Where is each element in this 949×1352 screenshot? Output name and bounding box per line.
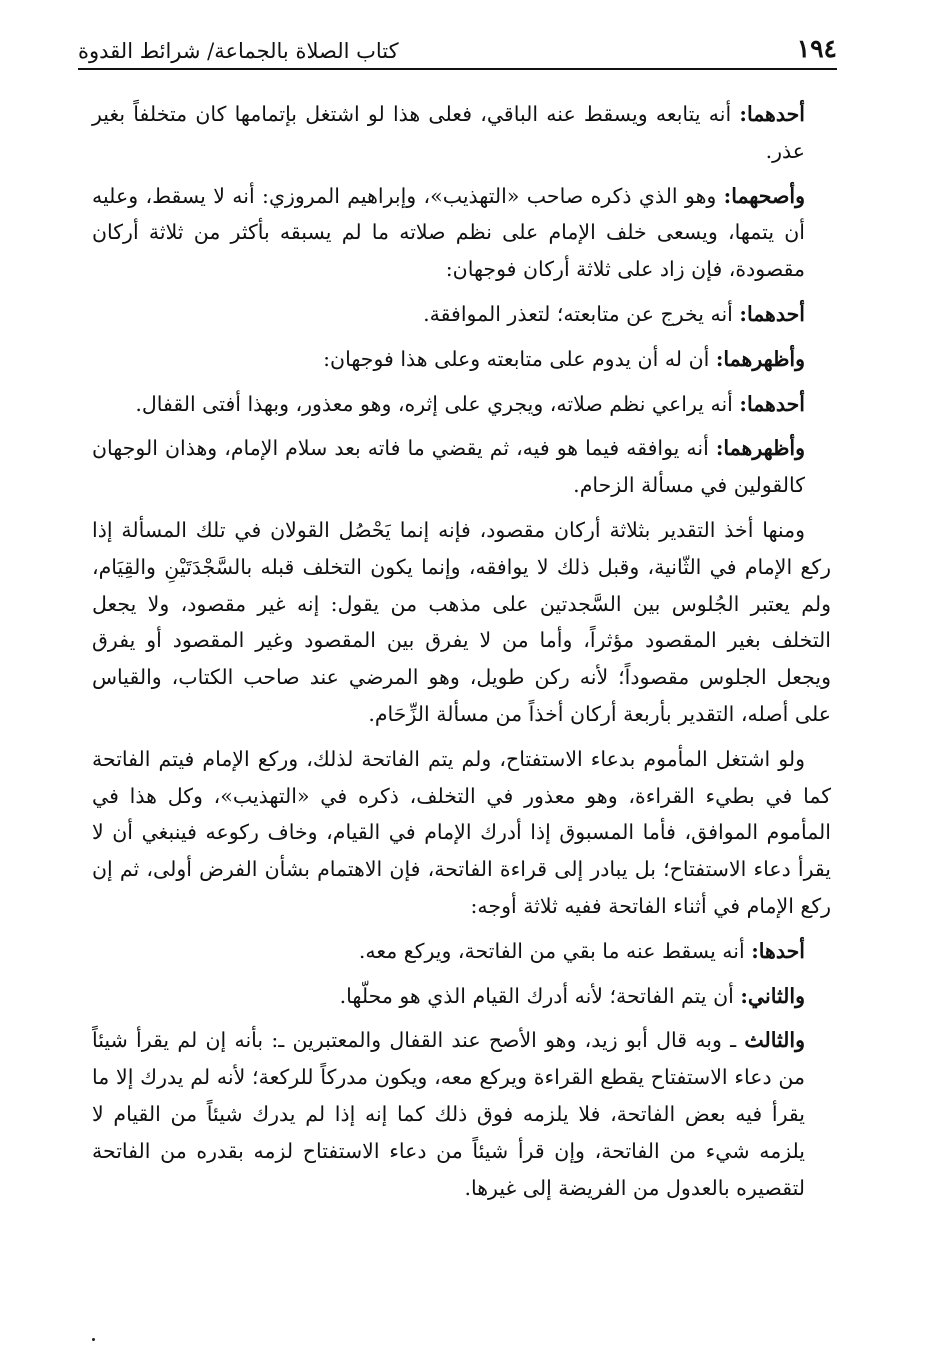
paragraph-text: ـ وبه قال أبو زيد، وهو الأصح عند القفال والمعتبرين ـ: بأنه إن لم يقرأ شيئاً من دعاء الاستفتاح يقطع القراءة ويركع معه، ويكون مدركاً للركعة؛ لأنه لم يدرك إلا ما يقرأ فيه بعض الفاتحة، فلا يلزمه فوق ذلك كما إنه إذا لم يدرك شيئاً من القيام لا يلزمه شيء من الفاتحة، وإن قرأ شيئاً من دعاء الاستفتاح لزمه بقدره من الفاتحة لتقصيره بالعدول من الفريضة إلى غيرها. [92,1028,805,1200]
paragraph [92,1022,831,1206]
running-title: كتاب الصلاة بالجماعة/ شرائط القدوة [78,38,399,63]
paragraph-lead: وأظهرهما: [715,346,805,371]
paragraph [92,512,831,733]
paragraph-text: ومنها أخذ التقدير بثلاثة أركان مقصود، فإنه إنما يَحْصُل القولان في تلك المسألة إذا ركع الإمام في الثّانية، وقبل ذلك لا يوافقه، وإنما يكون التخلف قبله بالسَّجْدَتَيْنِ والقِيَام، ولم يعتبر الجُلوس بين السَّجدتين على مذهب من يقول: إنه غير مقصود، ولا يجعل التخلف بغير المقصود مؤثراً، وأما من لا يفرق بين المقصود وغير المقصود أو يفرق ويجعل الجلوس مقصوداً؛ لأنه ركن طويل، وهو المرضي عند صاحب الكتاب، والقياس على أصله، التقدير بأربعة أركان أخذاً من مسألة الزِّحَام. [92,517,831,726]
paragraph-lead: أحدهما: [739,391,805,416]
paragraph-lead: أحدهما: [739,102,805,126]
paragraph [92,978,831,1015]
page-body [92,96,831,1214]
page-number: ١٩٤ [796,34,837,63]
paragraph [92,430,831,504]
paragraph [92,341,831,378]
paragraph-text: وهو الذي ذكره صاحب «التهذيب»، وإبراهيم المروزي: أنه لا يسقط، وعليه أن يتمها، ويسعى خلف الإمام على نظم صلاته ما لم يسبقه بأكثر من ثلاثة أركان مقصودة، فإن زاد على ثلاثة أركان فوجهان: [92,183,805,282]
page-header [78,30,837,70]
paragraph-text: أنه يخرج عن متابعته؛ لتعذر الموافقة. [423,301,740,326]
paragraph-lead: والثالث [744,1028,805,1053]
paragraph-text: أنه يوافقه فيما هو فيه، ثم يقضي ما فاته بعد سلام الإمام، وهذان الوجهان كالقولين في مسألة الزحام. [92,436,805,498]
paragraph-lead: والثاني: [740,983,805,1008]
paragraph-text: أن يتم الفاتحة؛ لأنه أدرك القيام الذي هو محلّها. [339,983,741,1008]
paragraph [92,296,831,333]
paragraph [92,386,831,423]
paragraph-text: أنه يراعي نظم صلاته، ويجري على إثره، وهو معذور، وبهذا أفتى القفال. [135,391,740,416]
paragraph [92,96,831,170]
paragraph-text: أنه يتابعه ويسقط عنه الباقي، فعلى هذا لو اشتغل بإتمامها كان متخلفاً بغير عذر. [92,102,805,163]
paragraph-lead: أحدها: [751,938,805,963]
paragraph-text: أنه يسقط عنه ما بقي من الفاتحة، ويركع معه. [358,938,752,963]
paragraph [92,933,831,970]
paragraph-lead: أحدهما: [739,301,805,326]
paragraph-text: ولو اشتغل المأموم بدعاء الاستفتاح، ولم يتم الفاتحة لذلك، وركع الإمام فيتم الفاتحة كما في بطيء القراءة، وهو معذور في التخلف، ذكره في «التهذيب»، وكل هذا في المأموم الموافق، فأما المسبوق إذا أدرك الإمام في القيام، وخاف ركوعه فينبغي أن لا يقرأ دعاء الاستفتاح؛ بل يبادر إلى قراءة الفاتحة، فإن الاهتمام بشأن الفرض أولى، ثم إن ركع الإمام في أثناء الفاتحة ففيه ثلاثة أوجه: [92,746,831,918]
paragraph [92,741,831,925]
paragraph-lead: وأصحهما: [723,183,805,208]
paragraph-lead: وأظهرهما: [715,436,805,461]
scan-speck [92,1338,95,1341]
paragraph [92,178,831,288]
paragraph-text: أن له أن يدوم على متابعته وعلى هذا فوجهان: [323,346,716,371]
